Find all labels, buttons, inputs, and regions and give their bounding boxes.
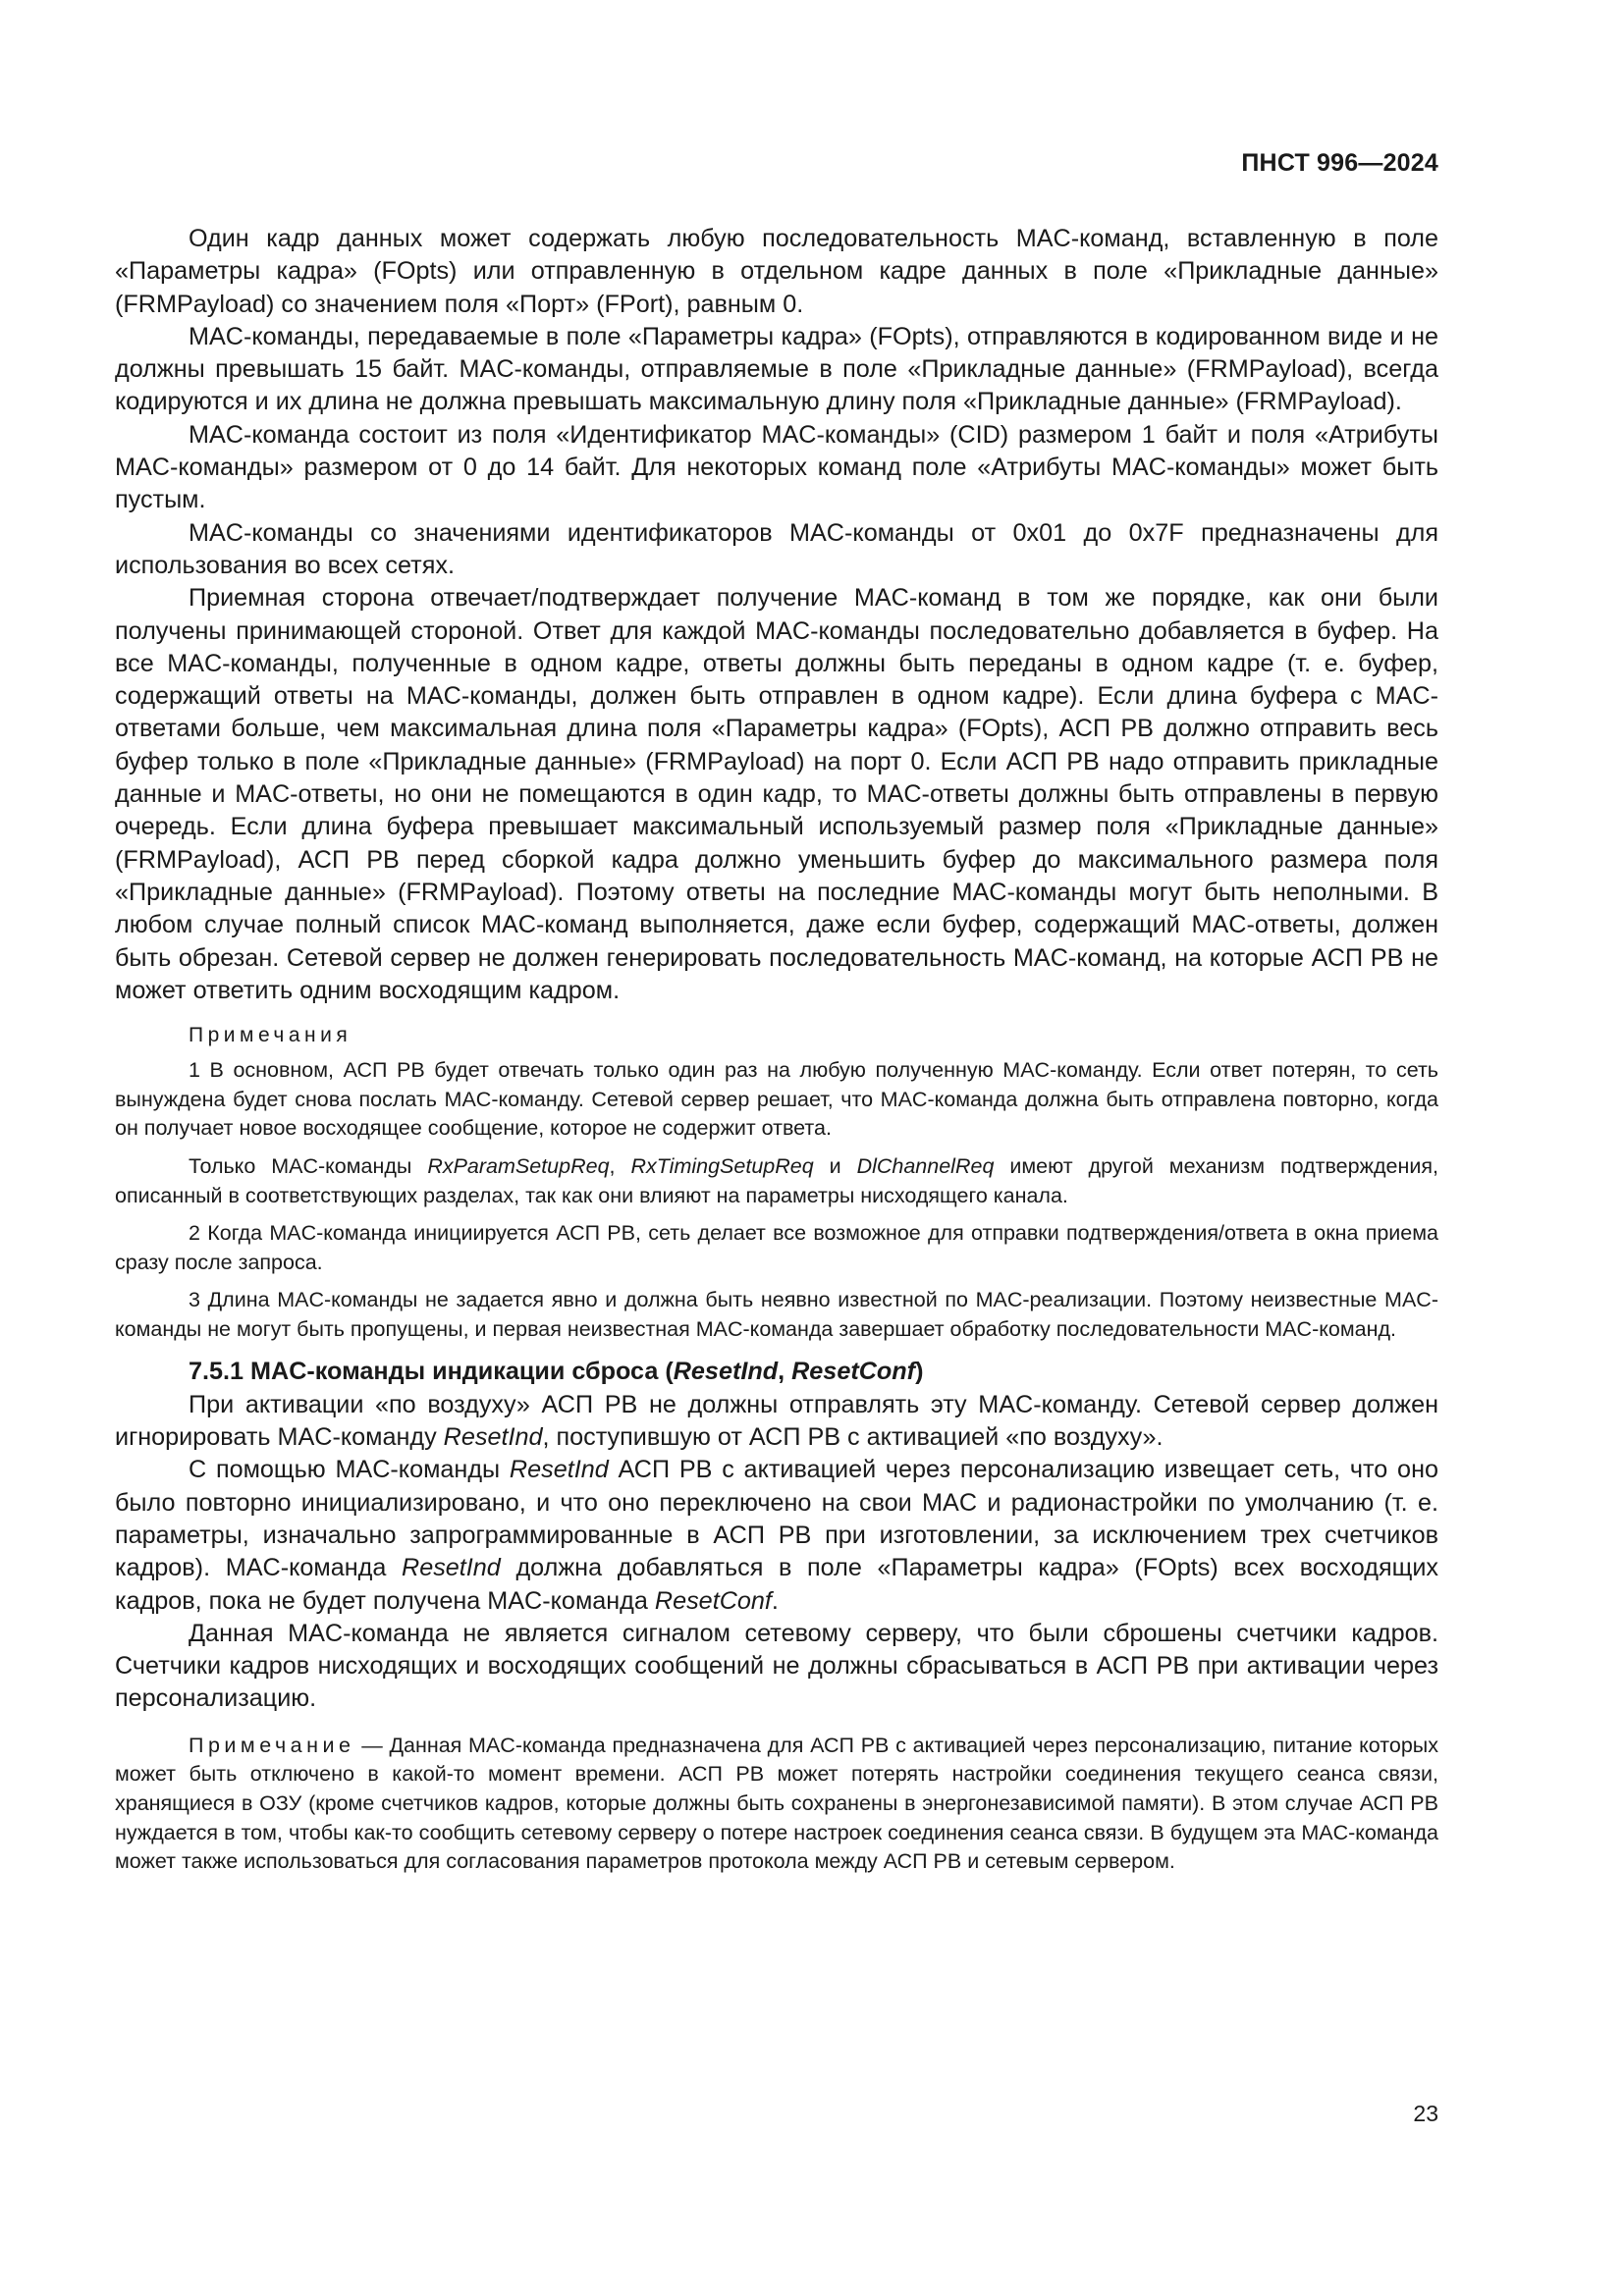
section-paragraph-2 — [115, 1454, 1438, 1617]
note-1b-sep-2: и — [813, 1153, 857, 1178]
page-number: 23 — [1413, 2101, 1438, 2126]
s1-prefix: При активации «по воздуху» АСП РВ не должны отправлять эту MAC-команду. Сетевой сервер должен игнорировать MAC-команду — [115, 1390, 1438, 1452]
paragraph-1: Один кадр данных может содержать любую последовательность MAC-команд, вставленную в поле «Параметры кадра» (FOpts) или отправленную в отдельном кадре данных в поле «Прикладные данные» (FRMPayload) со значением поля «Порт» (FPort), равным 0. — [115, 225, 1438, 318]
section-heading-suffix: ) — [915, 1358, 924, 1386]
section-heading-cmd-resetconf: ResetConf — [791, 1358, 916, 1386]
s2-suffix: . — [771, 1586, 779, 1615]
s2-mid-2: должна добавляться в поле «Параметры кадра» (FOpts) всех восходящих кадров, пока не будет получена MAC-команда — [115, 1554, 1438, 1615]
s2-cmd-resetconf: ResetConf — [654, 1586, 772, 1615]
s2-prefix: С помощью MAC-команды — [189, 1456, 510, 1484]
note-1b-cmd-dlchannelreq: DlChannelReq — [856, 1153, 995, 1178]
s1-suffix: , поступившую от АСП РВ с активацией «по воздуху». — [542, 1423, 1164, 1452]
paragraph-5: Приемная сторона отвечает/подтверждает получение MAC-команд в том же порядке, как они были получены принимающей стороной. Ответ для каждой MAC-команды последовательно добавляется в буфер. На все MAC-команды, полученные в одном кадре, ответы должны быть переданы в одном кадре (т. е. буфер, содержащий ответы на MAC-команды, должен быть отправлен в одном кадре). Если длина буфера с MAC-ответами больше, чем максимальная длина поля «Параметры кадра» (FOpts), АСП РВ должно отправить весь буфер только в поле «Прикладные данные» (FRMPayload) на порт 0. Если АСП РВ надо отправить прикладные данные и MAC-ответы, но они не помещаются в один кадр, то MAC-ответы должны быть отправлены в первую очередь. Если длина буфера превышает максимальный используемый размер поля «Прикладные данные» (FRMPayload), АСП РВ перед сборкой кадра должно уменьшить буфер до максимального размера поля «Прикладные данные» (FRMPayload). Поэтому ответы на последние MAC-команды могут быть неполными. В любом случае полный список MAC-команд выполняется, даже если буфер, содержащий MAC-ответы, должен быть обрезан. Сетевой сервер не должен генерировать последовательность MAC-команд, на которые АСП РВ не может ответить одним восходящим кадром. — [115, 584, 1438, 1004]
section-note-label: Примечание — [189, 1733, 355, 1757]
section-paragraph-1 — [115, 1389, 1438, 1455]
section-heading-sep: , — [778, 1358, 792, 1386]
note-1-continuation — [115, 1152, 1438, 1210]
notes-title: Примечания — [189, 1024, 352, 1047]
section-heading-cmd-resetind: ResetInd — [673, 1358, 779, 1386]
note-2: 2 Когда MAC-команда инициируется АСП РВ, сеть делает все возможное для отправки подтверждения/ответа в окна приема сразу после запроса. — [115, 1221, 1438, 1274]
document-id-header: ПНСТ 996—2024 — [1241, 149, 1438, 177]
page-content — [115, 223, 1438, 1897]
note-1b-cmd-rxparamsetupreq: RxParamSetupReq — [427, 1153, 610, 1178]
paragraph-4: MAC-команды со значениями идентификаторов MAC-команды от 0x01 до 0x7F предназначены для использования во всех сетях. — [115, 518, 1438, 579]
paragraph-2: MAC-команды, передаваемые в поле «Параметры кадра» (FOpts), отправляются в кодированном виде и не должны превышать 15 байт. MAC-команды, отправляемые в поле «Прикладные данные» (FRMPayload), всегда кодируются и их длина не должна превышать максимальную длину поля «Прикладные данные» (FRMPayload). — [115, 322, 1438, 416]
section-paragraph-3: Данная MAC-команда не является сигналом сетевому серверу, что были сброшены счетчики кадров. Счетчики кадров нисходящих и восходящих сообщений не должны сбрасываться в АСП РВ при активации через персонализацию. — [115, 1619, 1438, 1713]
note-1b-cmd-rxtimingsetupreq: RxTimingSetupReq — [630, 1153, 814, 1178]
note-1b-prefix: Только MAC-команды — [189, 1153, 428, 1178]
s1-cmd-resetind: ResetInd — [443, 1423, 543, 1452]
section-note — [115, 1732, 1438, 1877]
section-note-text: — Данная MAC-команда предназначена для АСП РВ с активацией через персонализацию, питание которых может быть отключено в какой-то момент времени. АСП РВ может потерять настройки соединения текущего сеанса связи, хранящиеся в ОЗУ (кроме счетчиков кадров, которые должны быть сохранены в энергонезависимой памяти). В этом случае АСП РВ нуждается в том, чтобы как-то сообщить сетевому серверу о потере настроек соединения сеанса связи. В будущем эта MAC-команда может также использоваться для согласования параметров протокола между АСП РВ и сетевым сервером. — [115, 1733, 1438, 1874]
notes-block — [115, 1021, 1438, 1344]
note-1: 1 В основном, АСП РВ будет отвечать только один раз на любую полученную MAC-команду. Если ответ потерян, то сеть вынуждена будет снова послать MAC-команду. Сетевой сервер решает, что MAC-команда должна быть отправлена повторно, когда он получает новое восходящее сообщение, которое не содержит ответа. — [115, 1058, 1438, 1141]
section-heading — [115, 1356, 1438, 1388]
paragraph-3: MAC-команда состоит из поля «Идентификатор MAC-команды» (CID) размером 1 байт и поля «Атрибуты MAC-команды» размером от 0 до 14 байт. Для некоторых команд поле «Атрибуты MAC-команды» может быть пустым. — [115, 420, 1438, 514]
section-heading-prefix: 7.5.1 MAC-команды индикации сброса ( — [189, 1358, 674, 1386]
s2-mid-1: АСП РВ с активацией через персонализацию извещает сеть, что оно было повторно инициализировано, и что оно переключено на свои MAC и радионастройки по умолчанию (т. е. параметры, изначально запрограммированные в АСП РВ при изготовлении, за исключением трех счетчиков кадров). MAC-команда — [115, 1456, 1438, 1582]
s2-cmd-resetind-2: ResetInd — [402, 1554, 501, 1582]
s2-cmd-resetind-1: ResetInd — [509, 1456, 609, 1484]
note-1b-sep-1: , — [609, 1153, 631, 1178]
note-1b-suffix: имеют другой механизм подтверждения, описанный в соответствующих разделах, так как они влияют на параметры нисходящего канала. — [115, 1153, 1438, 1207]
note-3: 3 Длина MAC-команды не задается явно и должна быть неявно известной по MAC-реализации. Поэтому неизвестные MAC-команды не могут быть пропущены, и первая неизвестная MAC-команда завершает обработку последовательности MAC-команд. — [115, 1288, 1438, 1341]
